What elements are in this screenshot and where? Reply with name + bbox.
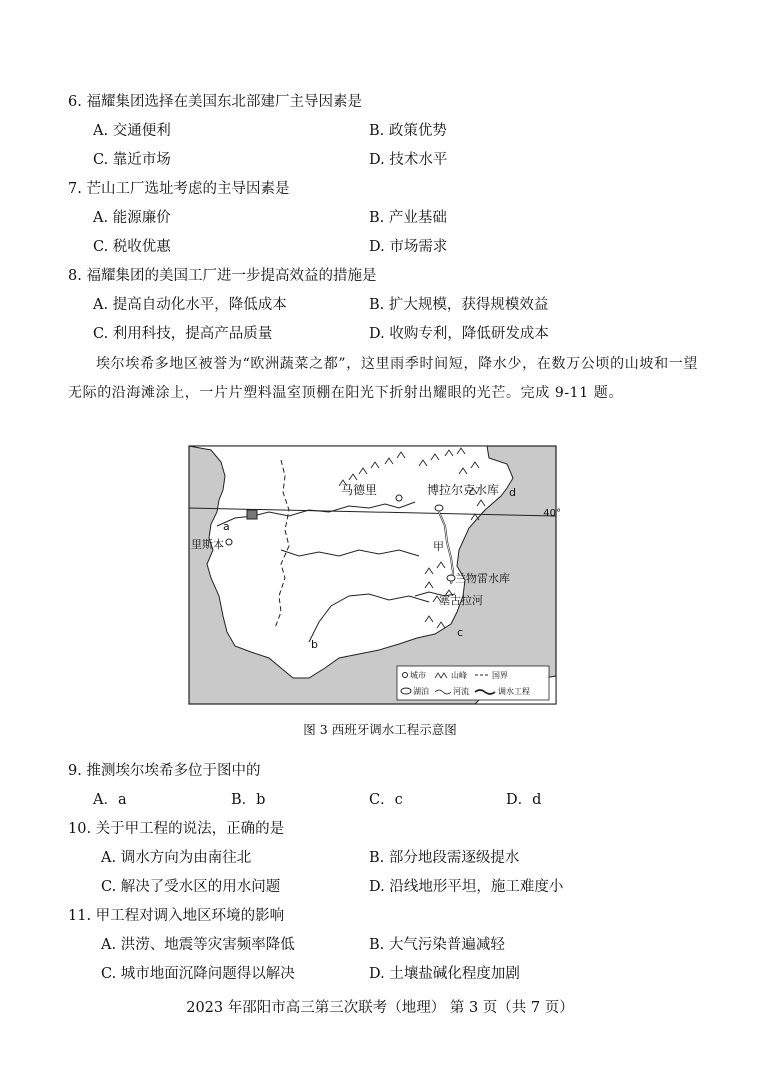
- q6-option-b[interactable]: B. 政策优势: [369, 123, 447, 139]
- q8-option-d[interactable]: D. 收购专利，降低研发成本: [369, 326, 549, 342]
- q9-option-c[interactable]: C．c: [369, 792, 403, 808]
- q6-option-c[interactable]: C. 靠近市场: [93, 152, 171, 168]
- map-label-lisbon: 里斯本: [191, 538, 224, 551]
- legend-mountain-label: 山峰: [451, 671, 467, 680]
- map-label-madrid: 马德里: [341, 483, 378, 497]
- legend-river-label: 河流: [453, 687, 469, 696]
- q10-option-a[interactable]: A. 调水方向为由南往北: [101, 850, 252, 866]
- q11-option-d[interactable]: D. 土壤盐碱化程度加剧: [369, 966, 520, 982]
- q8-option-b[interactable]: B. 扩大规模，获得规模效益: [369, 297, 549, 313]
- q11-option-a[interactable]: A. 洪涝、地震等灾害频率降低: [101, 937, 295, 953]
- legend-lake-label: 湖泊: [413, 687, 429, 696]
- q9-stem: 9. 推测埃尔埃希多位于图中的: [68, 763, 261, 779]
- q11-stem: 11. 甲工程对调入地区环境的影响: [68, 908, 285, 924]
- q9-option-d[interactable]: D．d: [506, 792, 542, 808]
- map-reservoir: [435, 505, 443, 511]
- q6-stem: 6. 福耀集团选择在美国东北部建厂主导因素是: [68, 94, 362, 110]
- map-label-b: b: [311, 638, 318, 651]
- map-label-reservoir1: 博拉尔克水库: [427, 483, 500, 497]
- map-label-reservoir2: 兰物雷水库: [455, 572, 510, 585]
- map-label-d: d: [509, 486, 516, 499]
- legend-city-label: 城市: [410, 671, 426, 680]
- page-footer: 2023 年邵阳市高三第三次联考（地理） 第 3 页（共 7 页）: [186, 1000, 574, 1016]
- map-city-dot: [226, 539, 232, 545]
- q7-option-d[interactable]: D. 市场需求: [369, 239, 448, 255]
- map-city-madrid: [396, 495, 402, 501]
- legend-city-icon: [403, 673, 408, 678]
- q9-option-b[interactable]: B．b: [231, 792, 266, 808]
- q10-option-b[interactable]: B. 部分地段需逐级提水: [369, 850, 520, 866]
- legend-border-label: 国界: [492, 671, 508, 680]
- q6-option-a[interactable]: A. 交通便利: [93, 123, 171, 139]
- q10-stem: 10. 关于甲工程的说法，正确的是: [68, 821, 285, 837]
- q8-stem: 8. 福耀集团的美国工厂进一步提高效益的措施是: [68, 268, 377, 284]
- q8-option-a[interactable]: A. 提高自动化水平，降低成本: [93, 297, 287, 313]
- map-label-c: c: [457, 626, 464, 639]
- passage-text: 埃尔埃希多地区被誉为“欧洲蔬菜之都”，这里雨季时间短，降水少，在数万公顷的山坡和一望无际的沿海滩涂上，一片片塑料温室顶棚在阳光下折射出耀眼的光芒。完成 9-11 题。: [68, 356, 698, 401]
- q9-option-a[interactable]: A．a: [93, 792, 127, 808]
- map-caption: 图 3 西班牙调水工程示意图: [303, 722, 457, 737]
- map-label-jia: 甲: [433, 540, 444, 553]
- map-reservoir: [447, 575, 455, 581]
- map-label-latitude: 40°: [543, 508, 561, 519]
- q7-option-a[interactable]: A. 能源廉价: [93, 210, 171, 226]
- legend-project-label: 调水工程: [498, 687, 530, 696]
- q6-option-d[interactable]: D. 技术水平: [369, 152, 448, 168]
- q7-option-b[interactable]: B. 产业基础: [369, 210, 447, 226]
- q11-option-c[interactable]: C. 城市地面沉降问题得以解决: [101, 966, 295, 982]
- legend-lake-icon: [401, 688, 411, 694]
- map-label-a: a: [223, 520, 230, 533]
- q10-option-c[interactable]: C. 解决了受水区的用水问题: [101, 879, 281, 895]
- spain-water-map: [189, 446, 561, 704]
- q10-option-d[interactable]: D. 沿线地形平坦，施工难度小: [369, 879, 564, 895]
- q7-stem: 7. 芒山工厂选址考虑的主导因素是: [68, 181, 290, 197]
- q8-option-c[interactable]: C. 利用科技，提高产品质量: [93, 326, 273, 342]
- q7-option-c[interactable]: C. 税收优惠: [93, 239, 171, 255]
- map-label-river: 塞古拉河: [439, 594, 483, 607]
- q11-option-b[interactable]: B. 大气污染普遍减轻: [369, 937, 505, 953]
- map-city-lisbon: [247, 510, 257, 519]
- map-svg: [189, 446, 561, 704]
